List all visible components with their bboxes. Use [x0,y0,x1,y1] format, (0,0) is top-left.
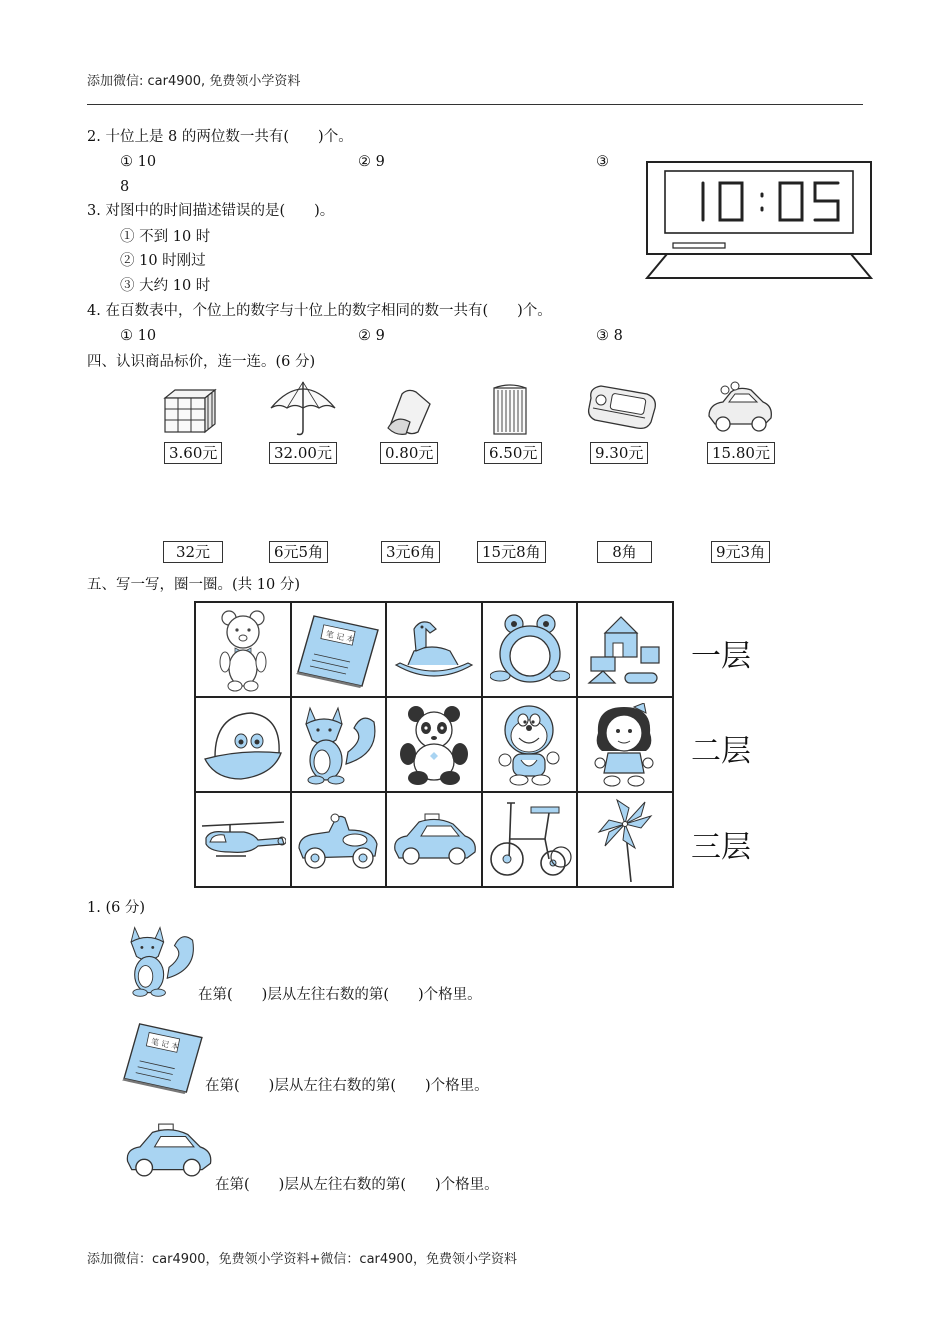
answer-box-1[interactable]: 32元 [163,541,223,563]
price-tag-2: 32.00元 [269,442,337,464]
q51-line-2: 在第( )层从左往右数的第( )个格里。 [205,1078,489,1094]
section4-title: 四、认识商品标价，连一连。(6 分) [87,354,316,370]
rocking-horse-icon [392,617,476,683]
pinwheel-icon [595,798,655,882]
page-header: 添加微信: car4900, 免费领小学资料 [87,74,301,89]
shelf-cell-3-5[interactable] [577,792,673,887]
shelf-cell-3-1[interactable] [195,792,291,887]
section5-title: 五、写一写，圈一圈。(共 10 分) [87,577,300,593]
layer-label-2: 二层 [691,734,751,769]
q4-option-2: ② 9 [358,328,385,344]
teddy-bear-icon [213,608,273,692]
shelf-cell-1-4[interactable] [482,602,578,697]
q3-option-2: ② 10 时刚过 [120,253,206,269]
notebook-label: 笔 记 本 [150,1036,180,1052]
pencil-case-icon [585,382,659,434]
price-tag-4: 6.50元 [484,442,542,464]
notebook-label: 笔 记 本 [325,629,356,644]
q2-option-3: ③ [596,154,609,170]
panda-icon [396,704,472,786]
shelf-cell-1-3[interactable] [386,602,482,697]
q51-stem: 1. (6 分) [87,900,146,916]
notebook-icon [120,1020,206,1094]
building-blocks-icon [585,613,665,687]
shelf-cell-2-4[interactable] [482,697,578,792]
q4-stem: 4. 在百数表中，个位上的数字与十位上的数字相同的数一共有( )个。 [87,303,552,319]
police-car-icon [122,1122,214,1180]
shelf-cell-3-3[interactable] [386,792,482,887]
page-footer: 添加微信：car4900，免费领小学资料+微信：car4900，免费领小学资料 [87,1252,517,1267]
price-tag-3: 0.80元 [380,442,438,464]
answer-box-3[interactable]: 3元6角 [381,541,440,563]
q51-line-1: 在第( )层从左往右数的第( )个格里。 [198,987,482,1003]
police-car-icon [391,812,477,868]
header-divider [87,104,863,105]
q2-option-1: ① 10 [120,154,157,170]
doraemon-icon [495,704,565,786]
toy-car-icon [705,380,775,436]
shelf-cell-1-5[interactable] [577,602,673,697]
fox-icon [296,704,380,786]
doll-icon [590,703,660,787]
price-tag-1: 3.60元 [164,442,222,464]
cap-icon [201,707,285,783]
q4-option-3: ③ 8 [596,328,623,344]
tricycle-icon [487,799,573,881]
q51-line-3: 在第( )层从左往右数的第( )个格里。 [215,1177,499,1193]
price-tag-5: 9.30元 [590,442,648,464]
shelf-cell-3-2[interactable] [291,792,387,887]
shelf-cell-1-1[interactable] [195,602,291,697]
notebook-icon [296,612,380,688]
shelf-cell-2-3[interactable] [386,697,482,792]
rubiks-cube-icon [161,388,221,434]
fox-icon [122,920,198,1002]
napkins-icon [490,382,530,436]
umbrella-icon [268,378,338,438]
shelf-cell-2-5[interactable] [577,697,673,792]
digital-clock-icon [645,160,875,282]
toy-shelf-grid [194,601,674,888]
q3-stem: 3. 对图中的时间描述错误的是( )。 [87,203,335,219]
layer-label-1: 一层 [691,639,751,674]
eraser-icon [380,386,436,436]
q2-option-2: ② 9 [358,154,385,170]
answer-box-2[interactable]: 6元5角 [269,541,328,563]
frog-icon [490,612,570,688]
ride-on-car-icon [295,808,381,872]
answer-box-6[interactable]: 9元3角 [711,541,770,563]
answer-box-4[interactable]: 15元8角 [477,541,546,563]
helicopter-icon [200,820,286,860]
shelf-cell-1-2[interactable] [291,602,387,697]
q2-stem: 2. 十位上是 8 的两位数一共有( )个。 [87,129,353,145]
layer-label-3: 三层 [691,830,751,865]
shelf-cell-3-4[interactable] [482,792,578,887]
clock-display-text: 10:05 [645,160,648,161]
shelf-cell-2-2[interactable] [291,697,387,792]
shelf-cell-2-1[interactable] [195,697,291,792]
q3-option-3: ③ 大约 10 时 [120,278,211,294]
q2-option-3-wrap: 8 [120,179,130,195]
q4-option-1: ① 10 [120,328,157,344]
q3-option-1: ① 不到 10 时 [120,229,211,245]
answer-box-5[interactable]: 8角 [597,541,652,563]
price-tag-6: 15.80元 [707,442,775,464]
